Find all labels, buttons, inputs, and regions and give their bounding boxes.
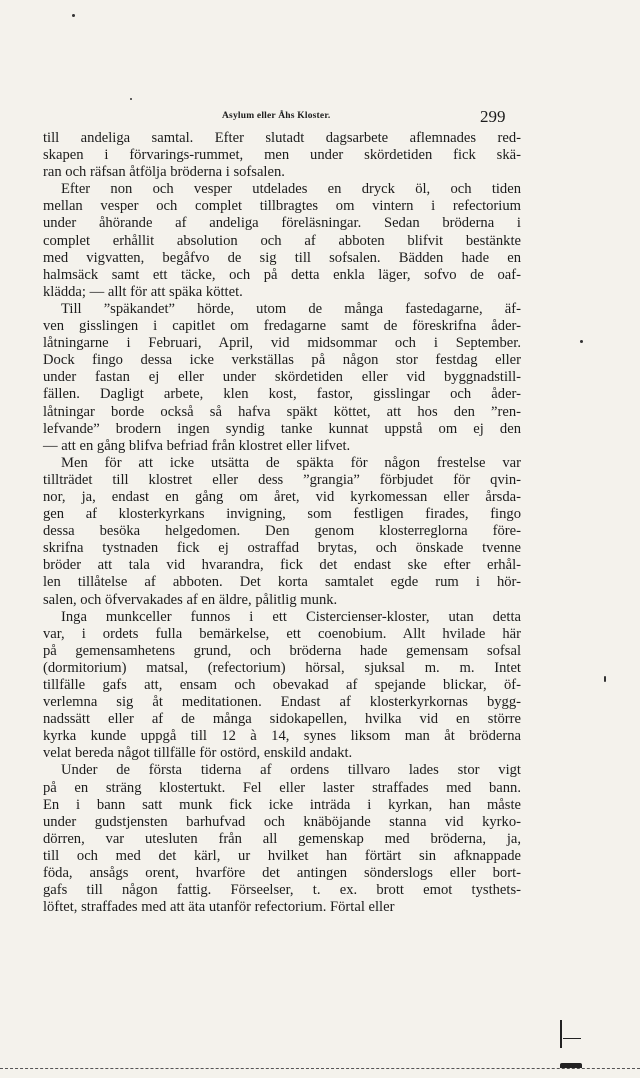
text-line: fällen. Dagligt arbete, klen kost, fastor, gisslingar och åder- xyxy=(43,386,521,403)
text-line: med vigvatten, begåfvo de sig till sofsalen. Bädden hade en xyxy=(43,249,521,266)
text-line: nor, ja, endast en gång om året, vid kyrkomessan eller årsda- xyxy=(43,488,521,505)
text-line: nadssätt eller af de många sidokapellen, hvilka vid en större xyxy=(43,711,521,728)
text-line: skapen i förvarings-rummet, men under skördetiden fick skä- xyxy=(43,147,521,164)
page-number: 299 xyxy=(480,107,506,126)
text-line: under fastan ej eller under skördetiden eller vid byggnadstill- xyxy=(43,369,521,386)
text-line: halmsäck samt ett täcke, och på detta enkla läger, sofvo de oaf- xyxy=(43,266,521,283)
text-line: på gemensamhetens grund, och bröderna hade gemensam sofsal xyxy=(43,642,521,659)
scan-speck xyxy=(580,340,583,343)
text-line: till och med det kärl, ur hvilket han förtärt sin afknappade xyxy=(43,847,521,864)
text-line: verlemna sig åt meditationen. Endast af klosterkyrkornas bygg- xyxy=(43,694,521,711)
running-title: Asylum eller Åhs Kloster. xyxy=(222,111,331,121)
text-line: tillträdet till klostret eller dess ”grangia” förbjudet för qvin- xyxy=(43,471,521,488)
text-line: på en sträng klostertukt. Fel eller laster straffades med bann. xyxy=(43,779,521,796)
text-line: Men för att icke utsätta de späkta för någon frestelse var xyxy=(61,454,521,471)
text-line: var, i ordets fulla bemärkelse, ett coenobium. Allt hvilade här xyxy=(43,625,521,642)
text-line: ven gisslingen i capitlet om fredagarne samt de föreskrifna åder- xyxy=(43,318,521,335)
text-line: velat bereda något tillfälle för ostörd, enskild andakt. xyxy=(43,745,353,762)
text-line: till andeliga samtal. Efter slutadt dagsarbete aflemnades red- xyxy=(43,130,521,146)
text-line: (dormitorium) matsal, (refectorium) hörsal, sjuksal m. m. Intet xyxy=(43,659,521,676)
text-line: ran och räfsan åtfölja bröderna i sofsalen. xyxy=(43,164,285,181)
text-line: — att en gång blifva befriad från klostret eller lifvet. xyxy=(43,437,351,454)
body-text xyxy=(43,130,521,916)
text-line: föda, ansågs orent, hvarföre det antingen sönderslogs eller bort- xyxy=(43,865,521,882)
text-line: complet erhållit absolution och af abboten blifvit bestänkte xyxy=(43,232,521,249)
text-line: mellan vesper och complet tillbragtes om vintern i refectorium xyxy=(43,198,521,215)
text-line: Till ”späkandet” hörde, utom de många fastedagarne, äf- xyxy=(61,300,521,317)
scan-speck xyxy=(604,676,606,682)
text-line: skrifna tystnaden fick ej ostraffad brytas, och önskade tvenne xyxy=(43,540,521,557)
text-line: gafs till någon fattig. Förseelser, t. ex. brott emot tysthets- xyxy=(43,882,521,899)
text-line: under gudstjensten barhufvad och knäböjande stanna vid kyrko- xyxy=(43,813,521,830)
text-line: låtningar borde också så hafva späkt köttet, att hos den ”ren- xyxy=(43,403,521,420)
text-line: kyrka kunde uppgå till 12 à 14, synes liksom man åt bröderna xyxy=(43,728,521,745)
text-line: bröder att tala vid hvarandra, fick det endast ske efter erhål- xyxy=(43,557,521,574)
scan-speck xyxy=(72,14,75,17)
corner-mark-horizontal xyxy=(563,1038,581,1039)
text-line: dessa besöka helgedomen. Den genom klosterreglorna före- xyxy=(43,523,521,540)
text-line: salen, och öfvervakades af en äldre, pålitlig munk. xyxy=(43,591,338,608)
text-line: Dock fingo dessa icke verkställas på någon stor festdag eller xyxy=(43,352,521,369)
text-line: Efter non och vesper utdelades en dryck öl, och tiden xyxy=(61,181,521,198)
text-line: En i bann satt munk fick icke inträda i kyrkan, han måste xyxy=(43,796,521,813)
bottom-scan-edge xyxy=(0,1068,640,1070)
corner-mark-vertical xyxy=(560,1020,562,1048)
text-line: Inga munkceller funnos i ett Cistercienser-kloster, utan detta xyxy=(61,608,521,625)
text-line: klädda; — allt för att späka köttet. xyxy=(43,283,243,300)
text-line: Under de första tiderna af ordens tillvaro lades stor vigt xyxy=(61,762,521,779)
text-line: lefvande” brodern ingen syndig tanke kunnat uppstå om ej den xyxy=(43,420,521,437)
text-line: gen af klosterkyrkans invigning, som festligen firades, fingo xyxy=(43,506,521,523)
text-line: låtningarne i Februari, April, vid midsommar och i September. xyxy=(43,335,521,352)
text-line: tillfälle gafs att, ensam och obevakad af spejande blickar, öf- xyxy=(43,677,521,693)
text-line: under åhörande af andeliga föreläsningar. Sedan bröderna i xyxy=(43,215,521,232)
running-header xyxy=(0,107,640,127)
text-line: len tillåtelse af abboten. Det korta samtalet egde rum i hör- xyxy=(43,574,521,591)
scan-speck xyxy=(130,98,132,100)
text-line: löftet, straffades med att äta utanför refectorium. Förtal eller xyxy=(43,899,395,916)
text-line: dörren, var utesluten från all gemenskap med bröderna, ja, xyxy=(43,830,521,847)
